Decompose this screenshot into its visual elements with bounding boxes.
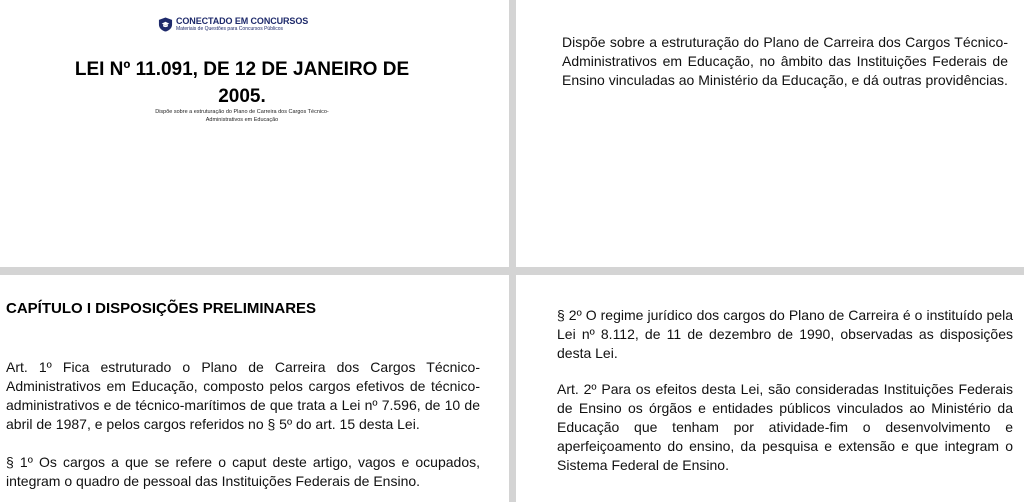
law-title: LEI Nº 11.091, DE 12 DE JANEIRO DE 2005. xyxy=(74,59,410,107)
brand-logo xyxy=(158,17,308,32)
paragraph-2-text: § 2º O regime jurídico dos cargos do Plano de Carreira é o instituído pela Lei nº 8.112, de 11 de dezembro de 1990, observadas as disposições desta Lei. xyxy=(557,307,1013,361)
law-summary: Dispõe sobre a estruturação do Plano de Carreira dos Cargos Técnico-Administrativos em Educação, no âmbito das Instituições Federais de Ensino vinculadas ao Ministério da Educação, e dá outras providências. xyxy=(562,34,1008,88)
shield-logo-icon xyxy=(158,17,173,32)
slide-page-2 xyxy=(516,0,1024,267)
slide-page-4 xyxy=(516,275,1024,502)
slide-page-3 xyxy=(0,275,509,502)
law-summary-small: Dispõe sobre a estruturação do Plano de Carreira dos Cargos Técnico-Administrativos em Educação xyxy=(155,109,329,123)
chapter-heading: CAPÍTULO I DISPOSIÇÕES PRELIMINARES xyxy=(6,300,317,317)
paragraph-1-text: § 1º Os cargos a que se refere o caput deste artigo, vagos e ocupados, integram o quadro de pessoal das Instituições Federais de Ensino. xyxy=(6,454,480,489)
article-2-text: Art. 2º Para os efeitos desta Lei, são consideradas Instituições Federais de Ensino os órgãos e entidades públicos vinculados ao Ministério da Educação que tenham por atividade-fim o desenvolvimento e aperfeiçoamento do ensino, da pesquisa e extensão e que integram o Sistema Federal de Ensino. xyxy=(557,381,1013,473)
article-1-text: Art. 1º Fica estruturado o Plano de Carreira dos Cargos Técnico-Administrativos em Educação, composto pelos cargos efetivos de técnico-administrativos e de técnico-marítimos de que trata a Lei nº 7.596, de 10 de abril de 1987, e pelos cargos referidos no § 5º do art. 15 desta Lei. xyxy=(6,359,480,432)
slide-page-1 xyxy=(0,0,509,267)
brand-name: CONECTADO EM CONCURSOS xyxy=(176,16,309,26)
brand-tagline: Materiais de Questões para Concursos Públicos xyxy=(176,26,283,32)
